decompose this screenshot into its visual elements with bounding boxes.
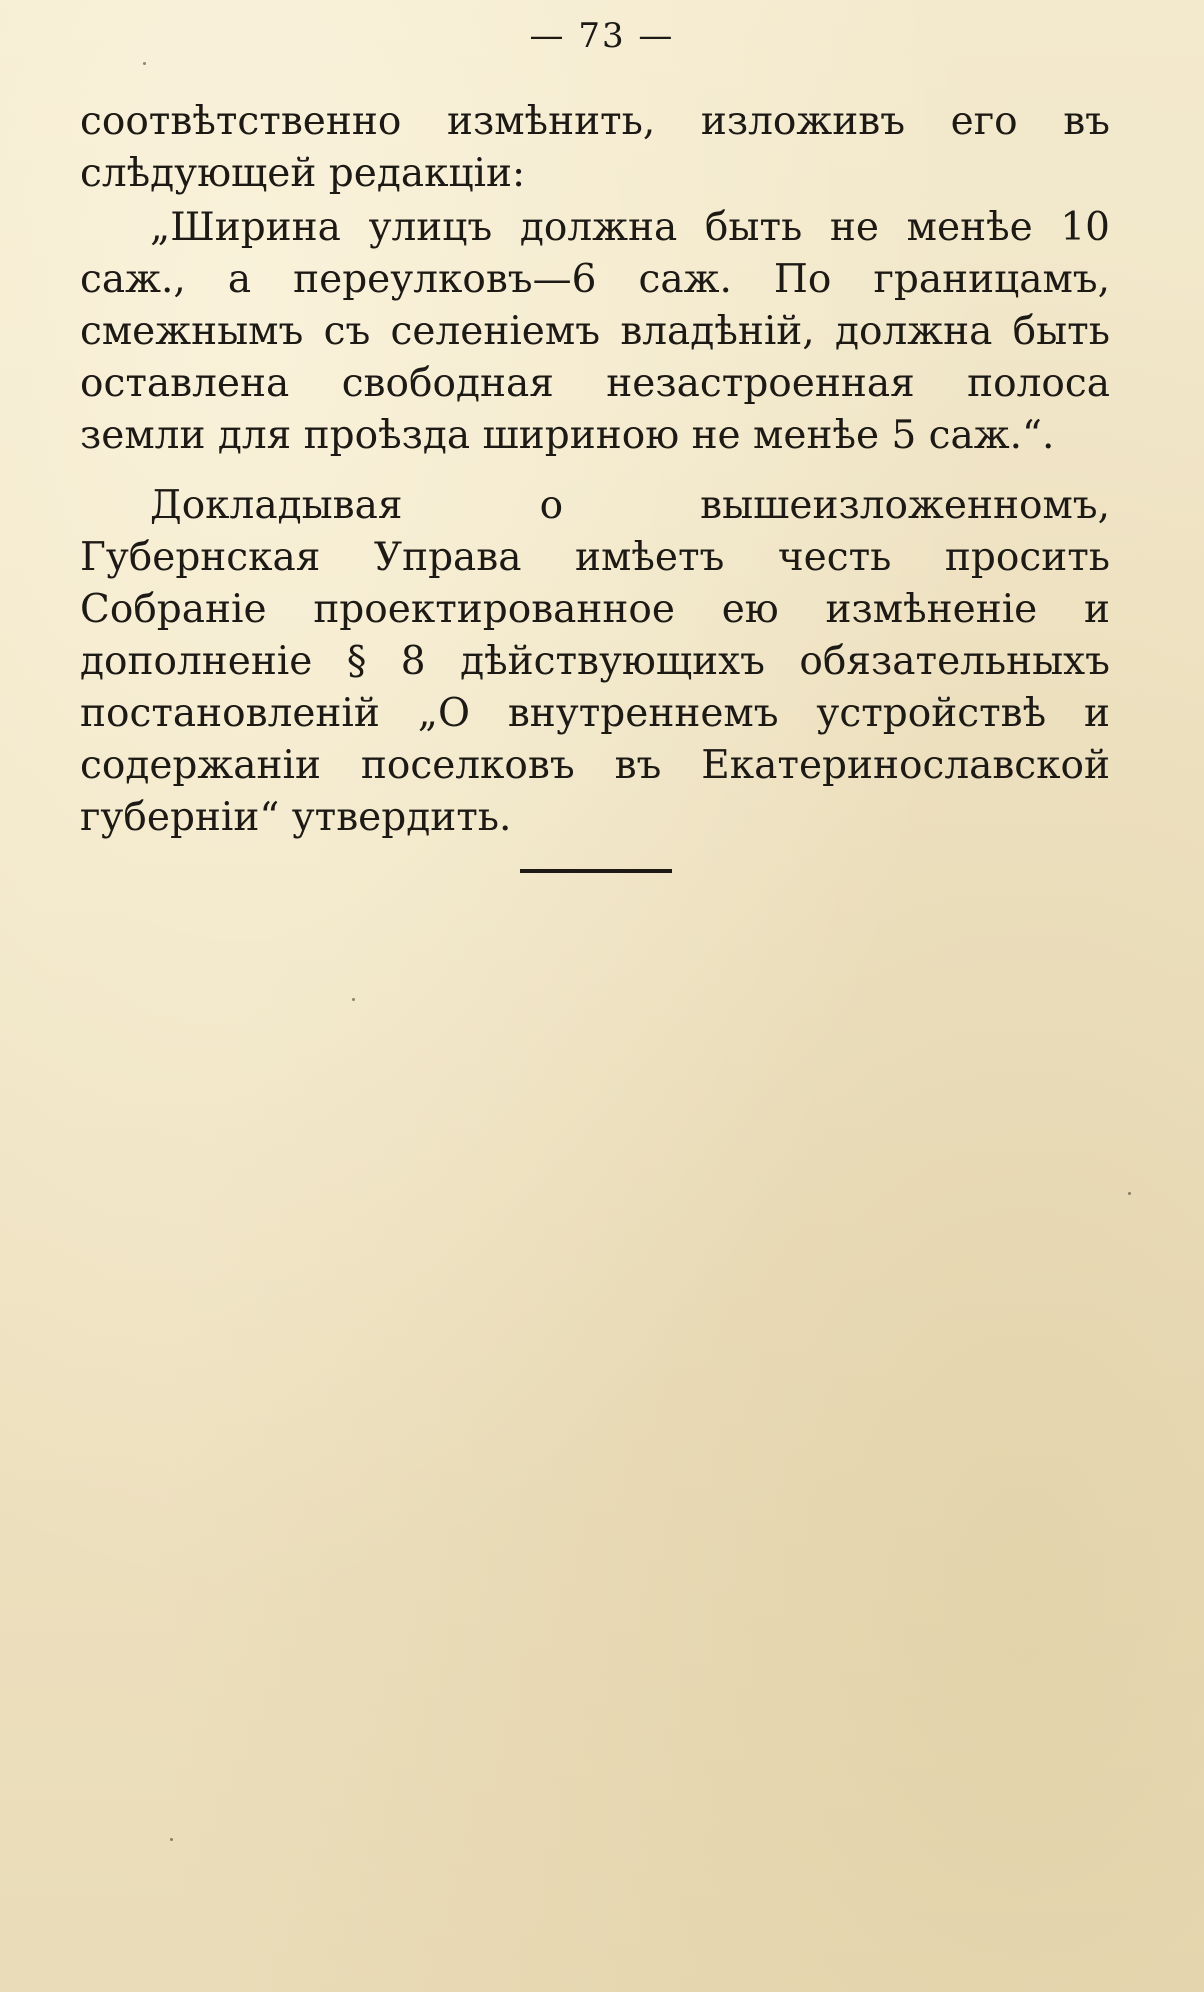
paragraph-continuation: соотвѣтственно измѣнить, изложивъ его въ слѣдующей редакціи:	[80, 99, 1110, 196]
body-text	[80, 96, 1110, 844]
page-number: — 73 —	[529, 16, 675, 56]
paper-speck	[1128, 1192, 1131, 1195]
paper-speck	[170, 1838, 173, 1841]
paragraph-report-conclusion: Докладывая о вышеизложенномъ, Губернская Управа имѣетъ честь просить Собраніе проектированное ею измѣненіе и дополненіе § 8 дѣйствующихъ обязательныхъ постановленій „О внутреннемъ устройствѣ и содержаніи поселковъ въ Екатеринославской губерніи“ утвердить.	[80, 483, 1110, 840]
paper-speck	[352, 998, 355, 1001]
paper-speck	[143, 62, 146, 65]
paragraph-quoted-amendment: „Ширина улицъ должна быть не менѣе 10 саж., а переулковъ—6 саж. По границамъ, смежнымъ съ селеніемъ владѣній, должна быть оставлена свободная незастроенная полоса земли для проѣзда шириною не менѣе 5 саж.“.	[80, 205, 1110, 458]
section-divider-rule	[520, 869, 672, 873]
